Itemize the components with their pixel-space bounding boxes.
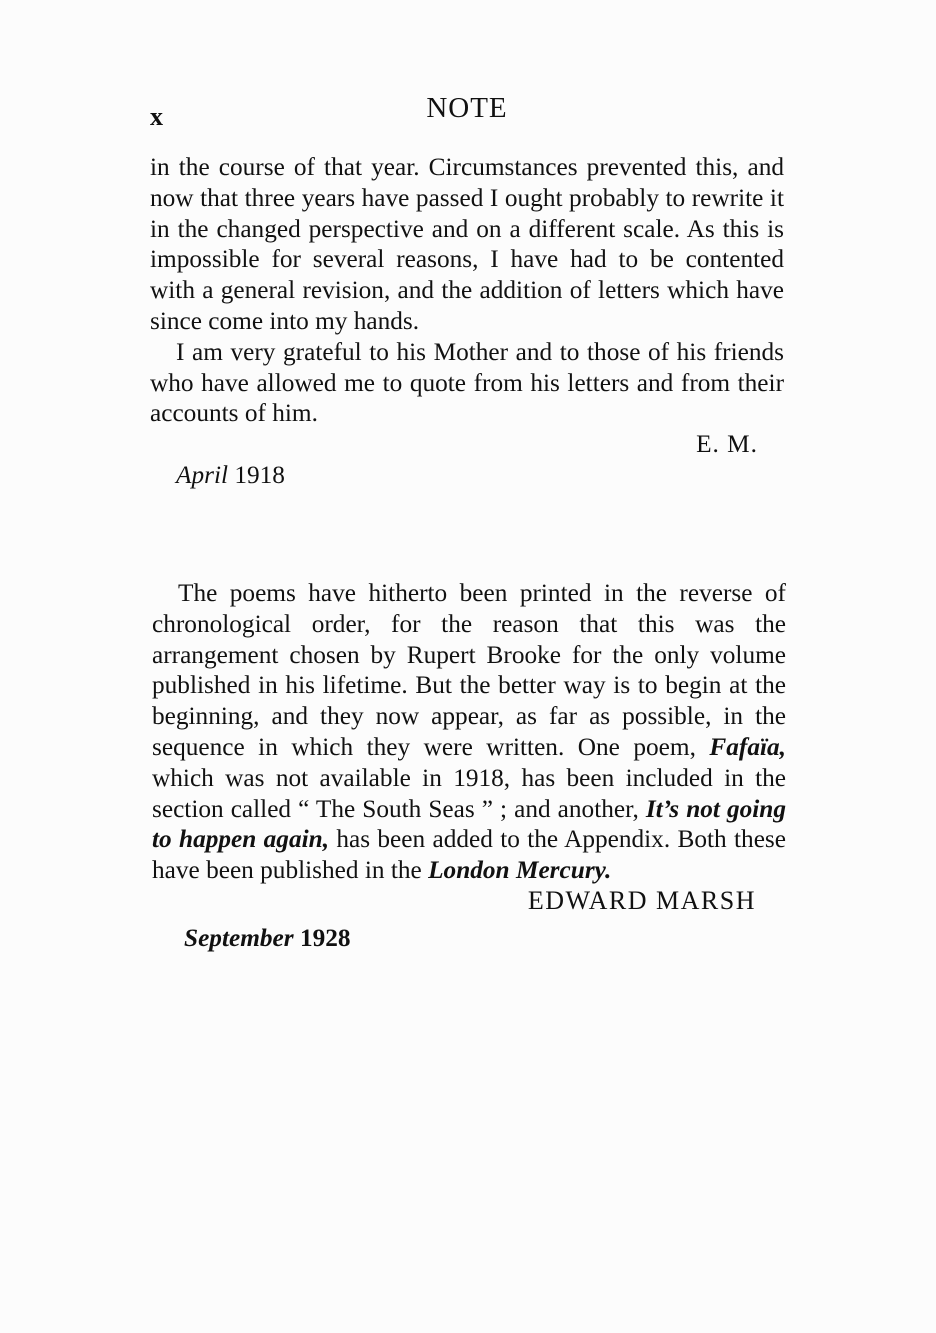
poem-title-fafaia: Fafaïa,	[709, 732, 786, 761]
date-year: 1918	[234, 460, 285, 489]
page-header	[150, 92, 784, 132]
dateline-1928	[152, 923, 786, 954]
paragraph-text-start: The poems have hitherto been printed in the reverse of chronological order, for the reason that this was the arrangement chosen by Rupert Brooke for the only volume published in his lifetime. But the better way is to begin at the beginning, and they now appear, as far as possible, in the sequence in which they were written. One poem,	[152, 579, 786, 761]
signature-edward-marsh: EDWARD MARSH	[527, 885, 756, 915]
paragraph-text-end: has been added to the Appendix. Both these have been published in the	[152, 825, 786, 885]
date-month: April	[176, 460, 229, 489]
date-year: 1928	[299, 923, 351, 952]
running-title: NOTE	[426, 92, 508, 124]
poem-title-its-not-going: It’s not going to happen again,	[152, 794, 787, 854]
note-section-1	[150, 152, 784, 491]
date-month: September	[184, 923, 294, 952]
signature-initials: E. M.	[696, 430, 758, 459]
dateline-1918	[150, 460, 784, 491]
paragraph-poems-order	[152, 578, 786, 886]
journal-title: London Mercury.	[428, 856, 612, 885]
paragraph-acknowledgement: I am very grateful to his Mother and to those of his friends who have allowed me to quote from his letters and from their accounts of him.	[150, 337, 784, 428]
paragraph-continuation: in the course of that year. Circumstances prevented this, and now that three years have passed I ought probably to rewrite it in the changed perspective and on a different scale. As this is impossible for several reasons, I have had to be contented with a general revision, and the addition of letters which have since come into my hands.	[150, 153, 784, 335]
note-section-2	[152, 578, 786, 954]
page-number: x	[150, 102, 163, 131]
paragraph-text-middle: which was not available in 1918, has been included in the section called “ The South Seas ” ; and another,	[152, 763, 786, 823]
